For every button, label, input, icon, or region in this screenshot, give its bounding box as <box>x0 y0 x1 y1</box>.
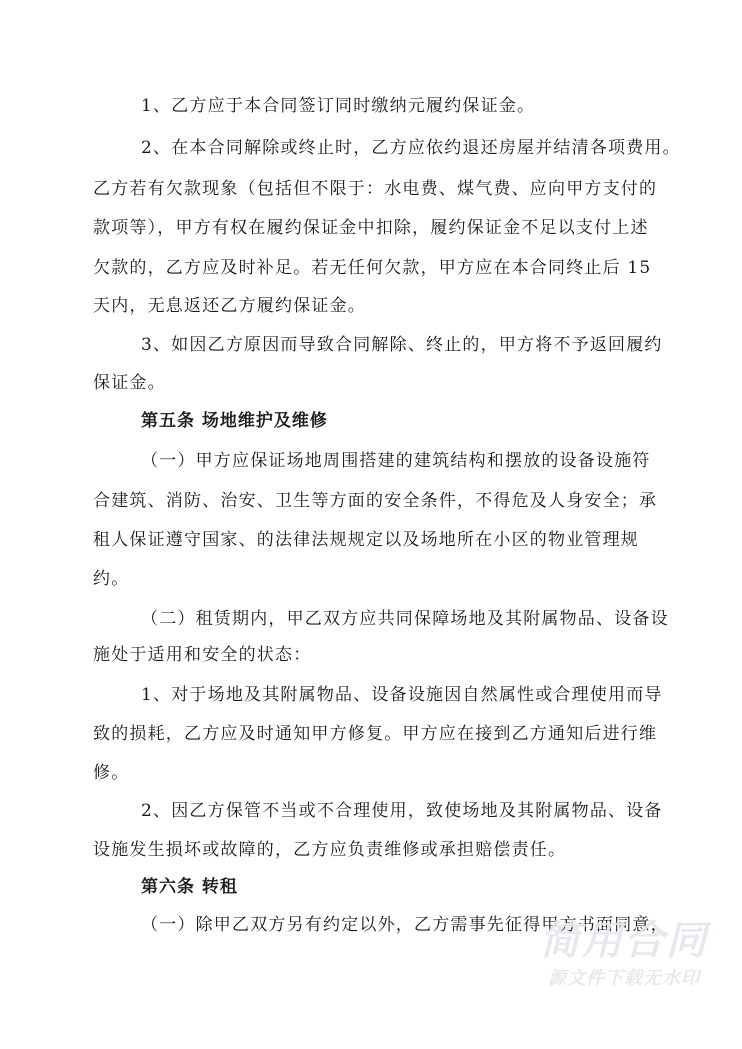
watermark-caption: 源文件下载无水印 <box>548 968 700 989</box>
article-5-sub-1-line-2: 致的损耗，乙方应及时通知甲方修复。甲方应在接到乙方通知后进行维 <box>93 724 658 744</box>
article-5-sub-2-line-1: 2、因乙方保管不当或不合理使用，致使场地及其附属物品、设备 <box>141 801 663 821</box>
article-5-sub-1-line-3: 修。 <box>93 763 130 783</box>
article-5-sub-2-line-2: 设施发生损坏或故障的，乙方应负责维修或承担赔偿责任。 <box>93 840 567 860</box>
article-5-heading: 第五条 场地维护及维修 <box>141 411 328 431</box>
clause-4-item-2-line-2: 乙方若有欠款现象（包括但不限于：水电费、煤气费、应向甲方支付的 <box>93 179 658 199</box>
article-5-item-1-line-2: 合建筑、消防、治安、卫生等方面的安全条件，不得危及人身安全；承 <box>93 491 658 511</box>
clause-4-item-2-line-4: 欠款的，乙方应及时补足。若无任何欠款，甲方应在本合同终止后 15 <box>93 258 652 278</box>
article-5-sub-1-line-1: 1、对于场地及其附属物品、设备设施因自然属性或合理使用而导 <box>141 685 663 705</box>
clause-4-item-2-line-5: 天内，无息返还乙方履约保证金。 <box>93 296 366 316</box>
clause-4-item-3-line-2: 保证金。 <box>93 373 166 393</box>
article-5-item-2-line-2: 施处于适用和安全的状态： <box>93 645 312 665</box>
article-6-item-1-line-1: （一）除甲乙双方另有约定以外，乙方需事先征得甲方书面同意， <box>141 915 669 935</box>
clause-4-item-1: 1、乙方应于本合同签订同时缴纳元履约保证金。 <box>141 96 536 116</box>
article-6-heading: 第六条 转租 <box>141 877 238 897</box>
clause-4-item-2-line-1: 2、在本合同解除或终止时，乙方应依约退还房屋并结清各项费用。 <box>141 138 681 158</box>
article-5-item-1-line-1: （一）甲方应保证场地周围搭建的建筑结构和摆放的设备设施符 <box>141 451 651 471</box>
watermark <box>508 918 708 1008</box>
watermark-logo-text: 简用合同 <box>540 918 708 964</box>
article-5-item-1-line-3: 租人保证遵守国家、的法律法规规定以及场地所在小区的物业管理规 <box>93 530 639 550</box>
clause-4-item-3-line-1: 3、如因乙方原因而导致合同解除、终止的，甲方将不予返回履约 <box>141 335 663 355</box>
article-5-item-1-line-4: 约。 <box>93 569 130 589</box>
article-5-item-2-line-1: （二）租赁期内，甲乙双方应共同保障场地及其附属物品、设备设 <box>141 609 669 629</box>
clause-4-item-2-line-3: 款项等），甲方有权在履约保证金中扣除，履约保证金不足以支付上述 <box>93 218 649 238</box>
